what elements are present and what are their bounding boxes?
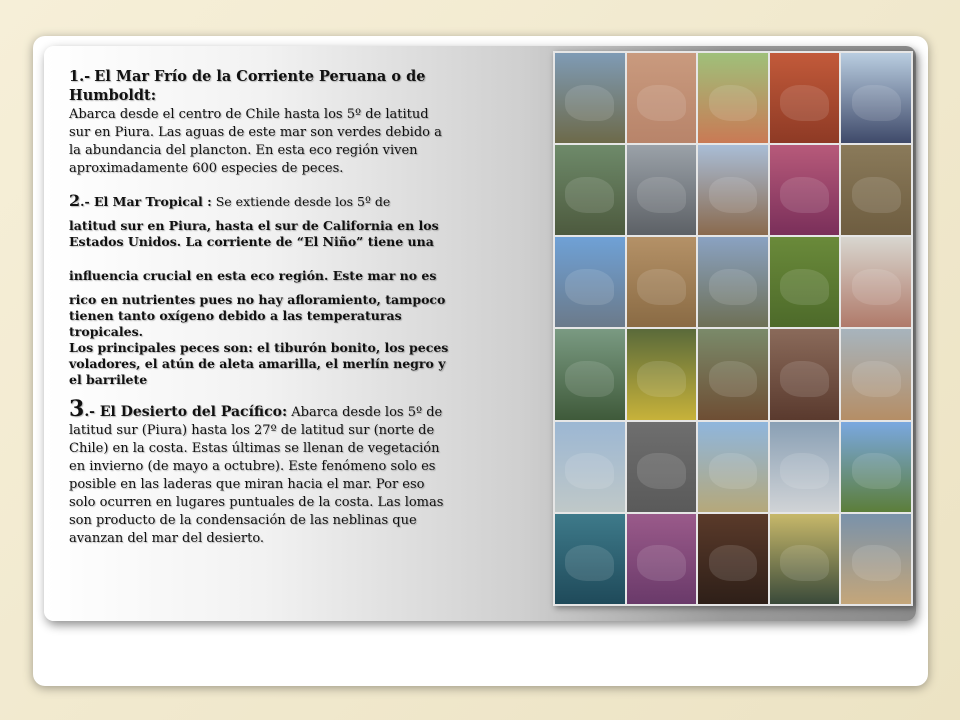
coral-photo (627, 514, 697, 604)
section-cold-sea (69, 68, 449, 178)
iguana-branch-photo (770, 329, 840, 419)
boat-bay-photo (841, 514, 911, 604)
vicunas-photo (627, 237, 697, 327)
section-2-number: 2 (69, 191, 81, 210)
forest-trees-photo (555, 329, 625, 419)
section-2-line2: latitud sur en Piura, hasta el sur de California en los Estados Unidos. La corriente de “El Niño” tiene una (69, 218, 439, 249)
rocky-coast-photo (555, 514, 625, 604)
yareta-plant-photo (770, 237, 840, 327)
andean-women-photo (770, 145, 840, 235)
condor-photo (627, 145, 697, 235)
lake-mountains-photo (555, 237, 625, 327)
text-column (69, 68, 449, 548)
section-3-title: .- El Desierto del Pacífico: (84, 404, 288, 420)
section-2-line3: influencia crucial en esta eco región. Este mar no es (69, 268, 437, 283)
watchtower-photo (841, 422, 911, 512)
andean-valley-photo (555, 53, 625, 143)
section-3-body: Abarca desde los 5º de latitud sur (Piura) hasta los 27º de latitud sur (norte de Chile) en la costa. Estas últimas se llenan de vegetación en invierno (de mayo a octubre). Este fenómeno solo es posible en las laderas que miran hacia el mar. Por eso solo ocurren en lugares puntuales de la costa. Las lomas son producto de la condensación de las neblinas que avanzan del mar del desierto. (69, 405, 444, 546)
people-festival-photo (841, 53, 911, 143)
section-1-title: El Mar Frío de la Corriente Peruana o de Humboldt: (69, 68, 426, 104)
red-canyon-photo (770, 53, 840, 143)
desert-tree-photo (841, 329, 911, 419)
terraces-photo (841, 145, 911, 235)
section-2-title: .- El Mar Tropical : (80, 194, 212, 209)
rock-formation-photo (698, 237, 768, 327)
market-people-photo (841, 237, 911, 327)
volcano-photo (698, 145, 768, 235)
section-1-body: Abarca desde el centro de Chile hasta los 5º de latitud sur en Piura. Las aguas de este mar son verdes debido a la abundancia del plancton. En esta eco región viven aproximadamente 600 especies de peces. (69, 107, 442, 176)
rock-art-photo (627, 53, 697, 143)
butterfly-flower-photo (698, 53, 768, 143)
section-2-line4: rico en nutrientes pues no hay afloramiento, tampoco tienen tanto oxígeno debido a las temperaturas tropicales. (69, 292, 446, 339)
seabirds-photo (770, 422, 840, 512)
section-2-line5: Los principales peces son: el tiburón bonito, los peces voladores, el atún de aleta amarilla, el merlín negro y el barrilete (69, 340, 449, 387)
section-pacific-desert (69, 396, 449, 548)
dry-hills-photo (698, 329, 768, 419)
sea-urchin-photo (698, 514, 768, 604)
mountain-cliff-photo (555, 145, 625, 235)
section-2-line1: Se extiende desde los 5º de (211, 194, 391, 209)
section-tropical-sea (69, 192, 449, 388)
reserve-sign-photo (698, 422, 768, 512)
section-1-number: 1.- (69, 68, 91, 85)
section-3-number: 3 (69, 396, 85, 422)
beach-sea-photo (555, 422, 625, 512)
yellow-bird-photo (627, 329, 697, 419)
red-crab-photo (627, 422, 697, 512)
fish-reef-photo (770, 514, 840, 604)
photo-mosaic (553, 51, 913, 606)
